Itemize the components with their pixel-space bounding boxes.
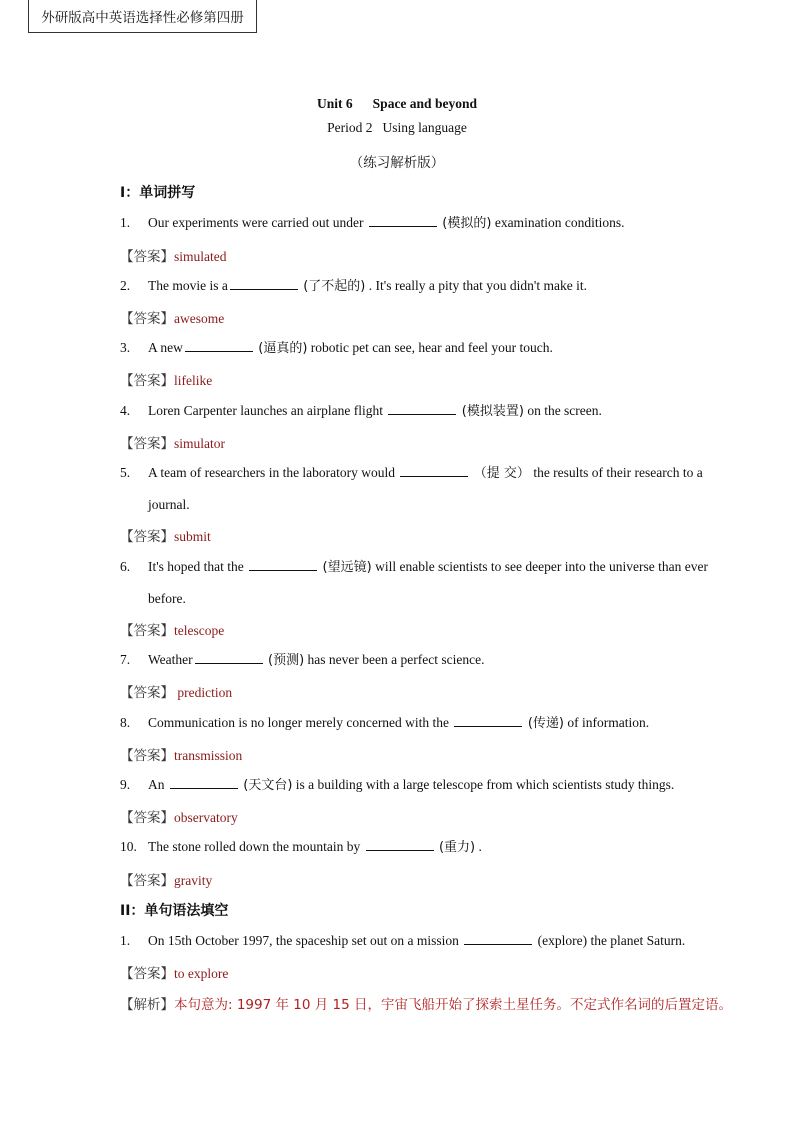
question-9 <box>120 769 724 801</box>
question-number: 8. <box>120 715 131 730</box>
answer-blank <box>388 402 456 415</box>
question-7 <box>120 644 724 676</box>
question-text: . <box>478 839 482 854</box>
question-text: Weather <box>148 652 193 667</box>
answer-text: awesome <box>174 311 225 326</box>
question-number: 3. <box>120 340 131 355</box>
answer-tag: 【答案】 <box>120 685 174 701</box>
chinese-hint: (了不起的) <box>303 279 366 294</box>
question-text: Our experiments were carried out under <box>148 215 364 230</box>
answer-2 <box>120 307 224 327</box>
answer-blank <box>369 214 437 227</box>
grammar-question-1 <box>120 925 724 956</box>
answer-blank <box>230 277 298 290</box>
answer-text: to explore <box>174 966 229 981</box>
answer-blank <box>454 714 522 727</box>
chinese-hint: (预测) <box>268 653 305 668</box>
analysis-tag: 【解析】 <box>120 997 174 1013</box>
version-label: （练习解析版） <box>349 155 445 171</box>
question-text: An <box>148 777 165 792</box>
period-topic: Using language <box>382 120 467 135</box>
answer-blank <box>249 558 317 571</box>
answer-3 <box>120 369 212 389</box>
question-text: is a building with a large telescope from which scientists study things. <box>295 777 675 792</box>
answer-8 <box>120 744 242 764</box>
question-text-continued: before. <box>148 591 186 606</box>
question-4 <box>120 395 724 427</box>
question-number: 4. <box>120 403 131 418</box>
question-3 <box>120 332 724 364</box>
question-number: 5. <box>120 465 131 480</box>
question-text: A new <box>148 340 183 355</box>
question-text: of information. <box>567 715 650 730</box>
question-1 <box>120 207 724 239</box>
question-text: On 15th October 1997, the spaceship set out on a mission <box>148 933 459 948</box>
answer-1 <box>120 245 227 265</box>
answer-text: prediction <box>174 685 233 700</box>
question-text: . It's really a pity that you didn't make it. <box>368 278 587 293</box>
question-text: (explore) the planet Saturn. <box>537 933 686 948</box>
question-text-continued: journal. <box>148 497 190 512</box>
header-tag: 外研版高中英语选择性必修第四册 <box>28 0 257 33</box>
question-number: 1. <box>120 215 131 230</box>
chinese-hint: (望远镜) <box>322 560 372 575</box>
question-text: Communication is no longer merely concerned with the <box>148 715 450 730</box>
answer-text: gravity <box>174 873 213 888</box>
question-text: The movie is a <box>148 278 228 293</box>
title-unit: Unit 6 <box>317 96 353 111</box>
chinese-hint: (逼真的) <box>258 341 308 356</box>
question-number: 10. <box>120 839 137 854</box>
question-10 <box>120 831 724 863</box>
answer-text: simulated <box>174 249 227 264</box>
answer-blank <box>185 339 253 352</box>
answer-blank <box>464 932 532 945</box>
question-text: Loren Carpenter launches an airplane flight <box>148 403 384 418</box>
question-text: It's hoped that the <box>148 559 244 574</box>
answer-text: observatory <box>174 810 238 825</box>
answer-tag: 【答案】 <box>120 249 174 265</box>
answer-tag: 【答案】 <box>120 436 174 452</box>
answer-tag: 【答案】 <box>120 966 174 982</box>
answer-tag: 【答案】 <box>120 748 174 764</box>
answer-blank <box>400 464 468 477</box>
answer-tag: 【答案】 <box>120 810 174 826</box>
answer-tag: 【答案】 <box>120 529 174 545</box>
question-text: robotic pet can see, hear and feel your touch. <box>310 340 553 355</box>
question-number: 6. <box>120 559 131 574</box>
page-subtitle <box>0 120 794 136</box>
question-text: The stone rolled down the mountain by <box>148 839 361 854</box>
answer-10 <box>120 869 212 889</box>
answer-text: telescope <box>174 623 225 638</box>
grammar-analysis-1 <box>120 993 732 1013</box>
chinese-hint: (模拟装置) <box>461 404 524 419</box>
answer-9 <box>120 806 238 826</box>
answer-text: transmission <box>174 748 243 763</box>
chinese-hint: (传递) <box>527 716 564 731</box>
answer-text: simulator <box>174 436 225 451</box>
answer-tag: 【答案】 <box>120 311 174 327</box>
section-heading-2: II：单句语法填空 <box>120 903 229 919</box>
question-number: 9. <box>120 777 131 792</box>
question-8 <box>120 707 724 739</box>
section-heading-1: I：单词拼写 <box>120 185 196 201</box>
question-text: the results of their research to a <box>533 465 703 480</box>
answer-blank <box>170 776 238 789</box>
answer-text: lifelike <box>174 373 213 388</box>
question-number: 7. <box>120 652 131 667</box>
chinese-hint: (天文台) <box>243 778 293 793</box>
answer-tag: 【答案】 <box>120 623 174 639</box>
answer-5 <box>120 525 211 545</box>
question-text: will enable scientists to see deeper into the universe than ever <box>375 559 708 574</box>
analysis-text: 本句意为: 1997 年 10 月 15 日，宇宙飞船开始了探索土星任务。不定式作名词的后置定语。 <box>174 997 733 1013</box>
question-5 <box>120 457 724 520</box>
answer-7 <box>120 681 232 701</box>
answer-blank <box>195 651 263 664</box>
question-2 <box>120 270 724 302</box>
chinese-hint: (重力) <box>438 840 476 855</box>
answer-tag: 【答案】 <box>120 873 174 889</box>
answer-6 <box>120 619 224 639</box>
question-text: A team of researchers in the laboratory would <box>148 465 396 480</box>
question-number: 2. <box>120 278 131 293</box>
answer-text: submit <box>174 529 211 544</box>
chinese-hint: （提 交） <box>473 466 530 481</box>
question-text: examination conditions. <box>494 215 625 230</box>
answer-4 <box>120 432 225 452</box>
answer-blank <box>366 838 434 851</box>
question-6 <box>120 551 724 614</box>
answer-tag: 【答案】 <box>120 373 174 389</box>
period-label: Period 2 <box>327 120 373 135</box>
question-text: has never been a perfect science. <box>307 652 485 667</box>
chinese-hint: (模拟的) <box>442 216 492 231</box>
page-title <box>0 96 794 112</box>
question-number: 1. <box>120 933 131 948</box>
question-text: on the screen. <box>527 403 602 418</box>
grammar-answer-1 <box>120 962 228 982</box>
title-topic: Space and beyond <box>372 96 477 111</box>
